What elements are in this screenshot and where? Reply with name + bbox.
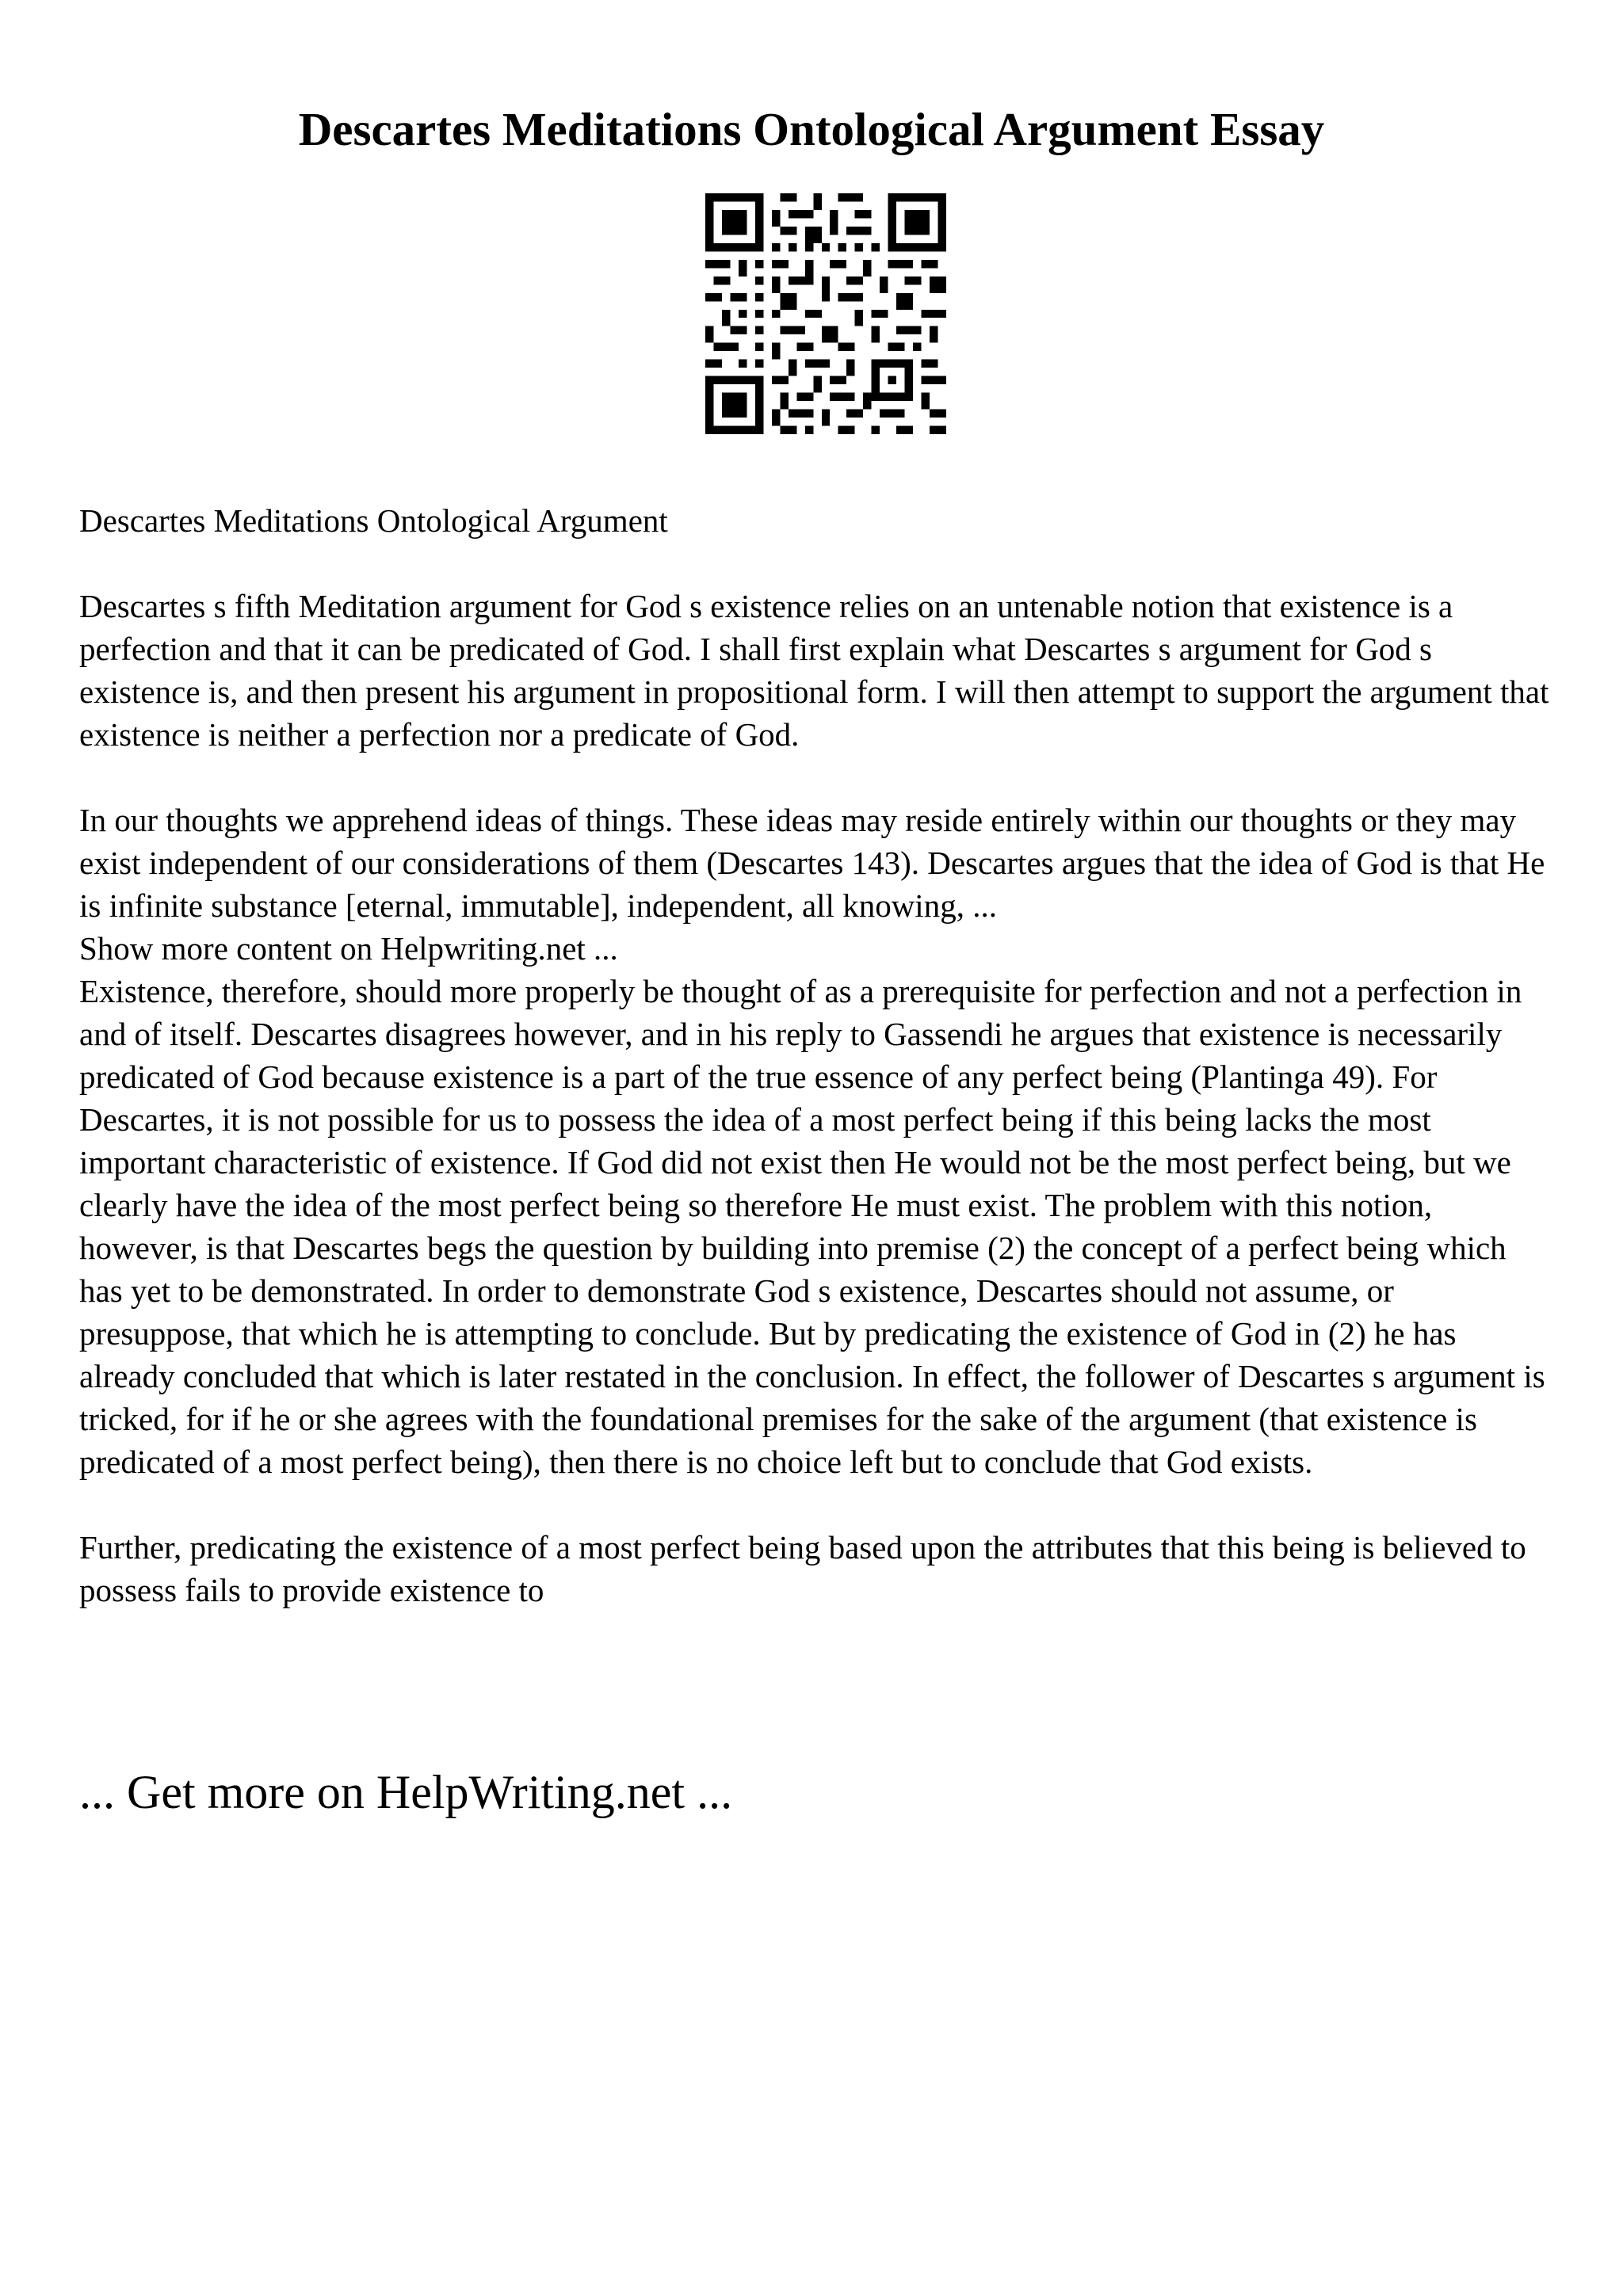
essay-subtitle: Descartes Meditations Ontological Argument xyxy=(79,502,668,539)
paragraph: Descartes s fifth Meditation argument for God s existence relies on an untenable notion that existence is a perfection and that it can be predicated of God. I shall first explain what Descartes s argument for God s existence is, and then present his argument in propositional form. I will then attempt to support the argument that existence is neither a perfection nor a predicate of God. xyxy=(79,588,1549,753)
show-more-link[interactable]: Show more content on Helpwriting.net ... xyxy=(79,930,618,967)
essay-body xyxy=(79,499,1553,1611)
qr-code-icon xyxy=(705,193,946,434)
paragraph: Further, predicating the existence of a most perfect being based upon the attributes that this being is believed to possess fails to provide existence to xyxy=(79,1529,1526,1608)
paragraph: In our thoughts we apprehend ideas of things. These ideas may reside entirely within our thoughts or they may exist independent of our considerations of them (Descartes 143). Descartes argues that the idea of God is that He is infinite substance [eternal, immutable], independent, all knowing, ... xyxy=(79,802,1545,924)
paragraph: Existence, therefore, should more properly be thought of as a prerequisite for perfection and not a perfection in and of itself. Descartes disagrees however, and in his reply to Gassendi he argues that existence is necessarily predicated of God because existence is a part of the true essence of any perfect being (Plantinga 49). For Descartes, it is not possible for us to possess the idea of a most perfect being if this being lacks the most important characteristic of existence. If God did not exist then He would not be the most perfect being, but we clearly have the idea of the most perfect being so therefore He must exist. The problem with this notion, however, is that Descartes begs the question by building into premise (2) the concept of a perfect being which has yet to be demonstrated. In order to demonstrate God s existence, Descartes should not assume, or presuppose, that which he is attempting to conclude. But by predicating the existence of God in (2) he has already concluded that which is later restated in the conclusion. In effect, the follower of Descartes s argument is tricked, for if he or she agrees with the foundational premises for the sake of the argument (that existence is predicated of a most perfect being), then there is no choice left but to conclude that God exists. xyxy=(79,973,1545,1480)
page-title: Descartes Meditations Ontological Argument Essay xyxy=(298,103,1325,155)
get-more-link[interactable]: ... Get more on HelpWriting.net ... xyxy=(79,1766,733,1818)
